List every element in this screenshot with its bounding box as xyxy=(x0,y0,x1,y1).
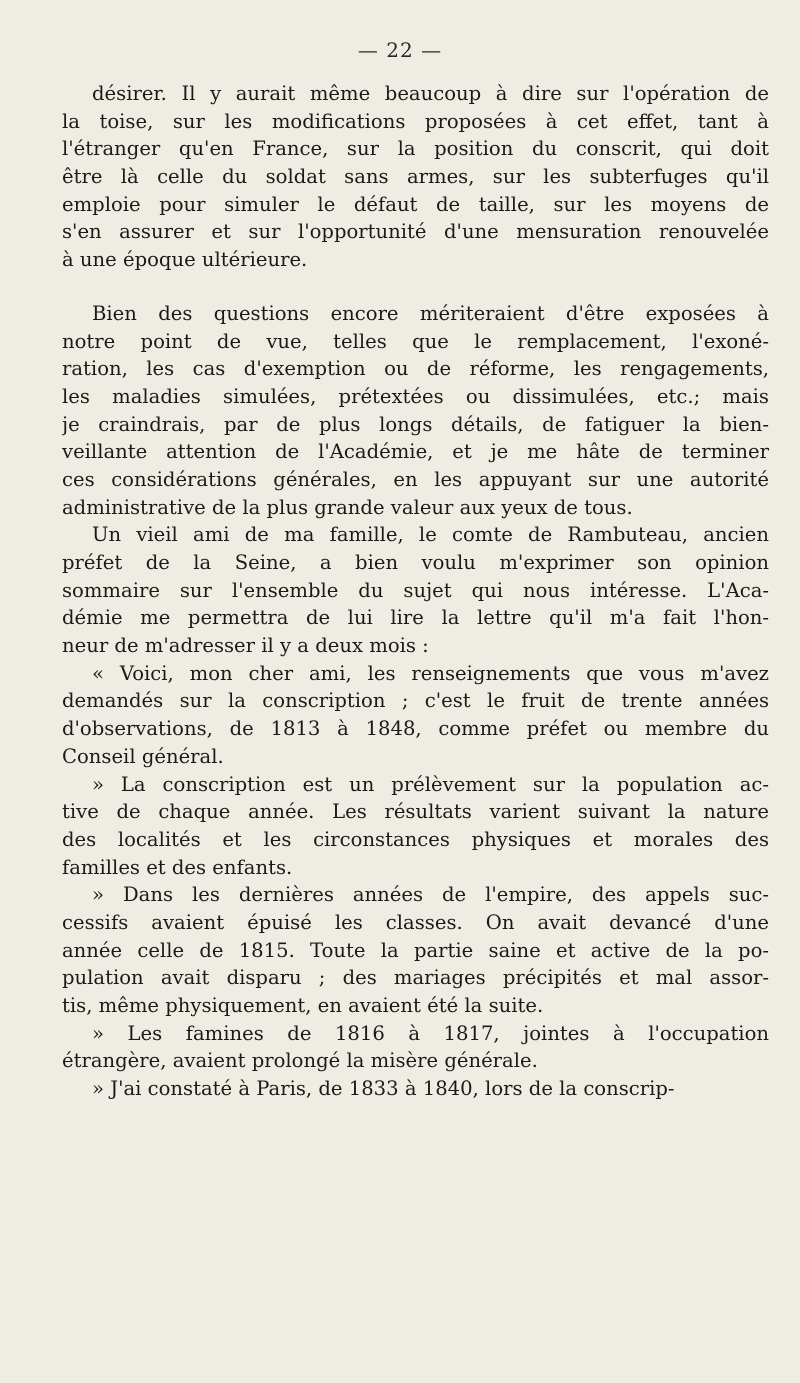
page-number: — 22 — xyxy=(357,38,443,62)
paragraph xyxy=(62,1075,769,1103)
text-line: démie me permettra de lui lire la lettre qu'il m'a fait l'hon- xyxy=(62,606,769,630)
text-line: pulation avait disparu ; des mariages précipités et mal assor- xyxy=(62,966,769,990)
text-line: étrangère, avaient prolongé la misère générale. xyxy=(62,1049,538,1073)
text-line: » Les famines de 1816 à 1817, jointes à l'occupation xyxy=(92,1021,769,1045)
text-line: demandés sur la conscription ; c'est le fruit de trente années xyxy=(62,689,769,713)
paragraph xyxy=(62,881,769,1019)
text-line: tis, même physiquement, en avaient été la suite. xyxy=(62,994,544,1017)
text-line: « Voici, mon cher ami, les renseignements que vous m'avez xyxy=(92,661,769,685)
text-line: ces considérations générales, en les appuyant sur une autorité xyxy=(62,467,769,491)
text-line: je craindrais, par de plus longs détails, de fatiguer la bien- xyxy=(62,412,769,436)
paragraph-gap xyxy=(62,274,769,300)
text-line: notre point de vue, telles que le remplacement, l'exoné- xyxy=(62,329,769,353)
text-line: d'observations, de 1813 à 1848, comme préfet ou membre du xyxy=(62,717,769,741)
text-line: » La conscription est un prélèvement sur la population ac- xyxy=(92,772,769,796)
text-line: préfet de la Seine, a bien voulu m'exprimer son opinion xyxy=(62,551,769,574)
text-line: » Dans les dernières années de l'empire, des appels suc- xyxy=(92,883,769,907)
text-line: les maladies simulées, prétextées ou dissimulées, etc.; mais xyxy=(62,384,769,408)
text-line: année celle de 1815. Toute la partie saine et active de la po- xyxy=(62,938,769,962)
text-line: Conseil général. xyxy=(62,744,224,768)
text-line: cessifs avaient épuisé les classes. On avait devancé d'une xyxy=(62,910,769,934)
text-line: familles et des enfants. xyxy=(62,855,293,879)
text-line: s'en assurer et sur l'opportunité d'une mensuration renouvelée xyxy=(62,220,769,244)
text-line: emploie pour simuler le défaut de taille, sur les moyens de xyxy=(62,192,769,216)
text-line: être là celle du soldat sans armes, sur les subterfuges qu'il xyxy=(62,165,769,189)
paragraph xyxy=(62,771,769,882)
text-line: » J'ai constaté à Paris, de 1833 à 1840, lors de la conscrip- xyxy=(92,1077,675,1101)
text-line: la toise, sur les modifications proposées à cet effet, tant à xyxy=(62,109,769,133)
paragraph xyxy=(62,1020,769,1075)
text-line: veillante attention de l'Académie, et je me hâte de terminer xyxy=(62,440,769,464)
text-line: administrative de la plus grande valeur aux yeux de tous. xyxy=(62,495,633,519)
text-line: des localités et les circonstances physiques et morales des xyxy=(62,827,769,851)
paragraph xyxy=(62,521,769,659)
text-line: l'étranger qu'en France, sur la position du conscrit, qui doit xyxy=(62,137,769,161)
text-column xyxy=(62,80,769,1103)
text-line: à une époque ultérieure. xyxy=(62,248,308,272)
paragraph xyxy=(62,660,769,771)
text-line: Bien des questions encore mériteraient d'être exposées à xyxy=(92,301,769,325)
text-line: désirer. Il y aurait même beaucoup à dire sur l'opération de xyxy=(92,82,769,105)
text-line: sommaire sur l'ensemble du sujet qui nous intéresse. L'Aca- xyxy=(62,578,769,602)
text-line: tive de chaque année. Les résultats varient suivant la nature xyxy=(62,800,769,824)
text-line: neur de m'adresser il y a deux mois : xyxy=(62,634,429,658)
text-line: ration, les cas d'exemption ou de réforme, les rengagements, xyxy=(62,357,769,381)
text-line: Un vieil ami de ma famille, le comte de Rambuteau, ancien xyxy=(92,523,769,547)
paragraph xyxy=(62,300,769,522)
paragraph xyxy=(62,80,769,274)
